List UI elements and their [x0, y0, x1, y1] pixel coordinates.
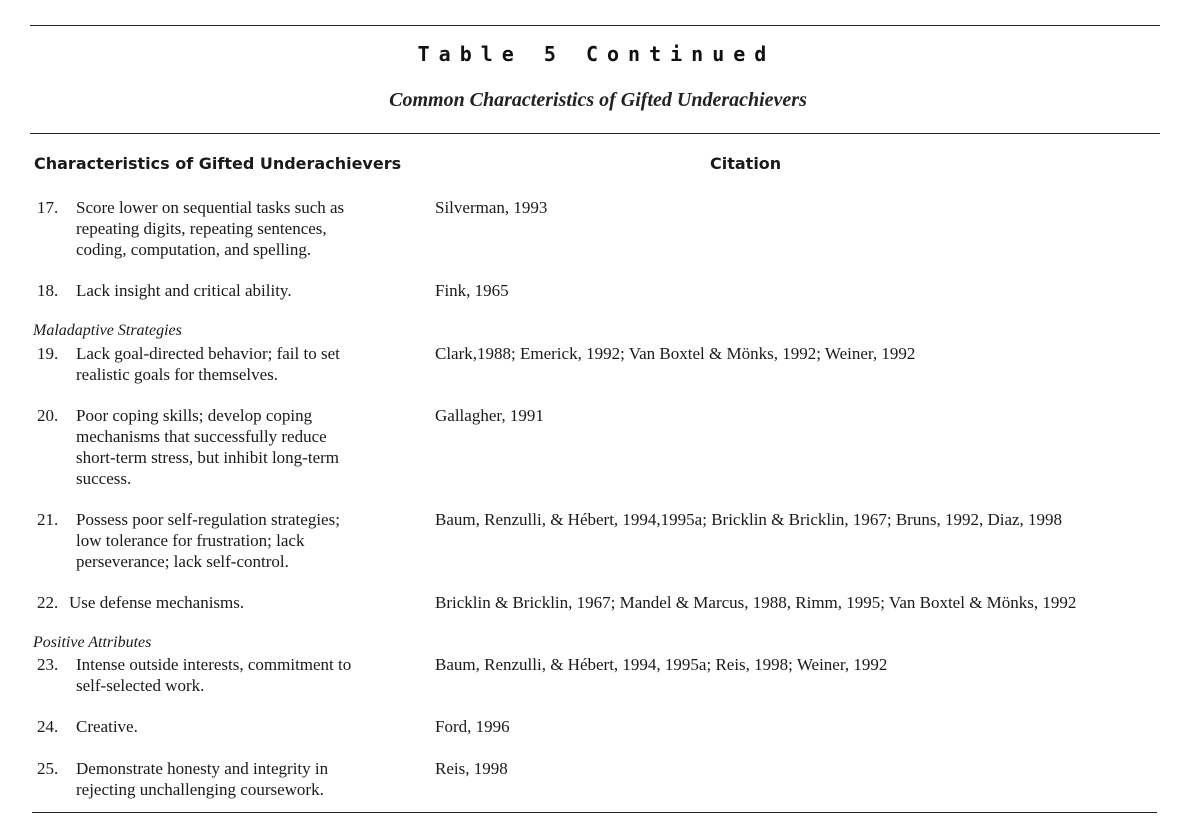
bottom-rule: [32, 812, 1157, 813]
row-citation: Fink, 1965: [435, 281, 509, 300]
row-characteristic: [76, 280, 416, 301]
section-heading-maladaptive: Maladaptive Strategies: [33, 322, 182, 339]
row-characteristic: [76, 405, 416, 489]
row-characteristic: [76, 343, 416, 385]
row-citation: Baum, Renzulli, & Hébert, 1994,1995a; Bricklin & Bricklin, 1967; Bruns, 1992, Diaz, 1998: [435, 510, 1063, 529]
row-number: 22.: [37, 593, 59, 612]
row-citation: Reis, 1998: [435, 759, 508, 778]
row-citation: Ford, 1996: [435, 717, 510, 736]
row-number: 17.: [37, 198, 59, 217]
column-header-citation: Citation: [710, 154, 782, 173]
row-text-line: Creative.: [76, 717, 138, 736]
row-text-line: rejecting unchallenging coursework.: [76, 780, 324, 799]
row-text-line: Poor coping skills; develop coping: [76, 406, 313, 425]
row-number: 19.: [37, 344, 59, 363]
row-text-line: perseverance; lack self-control.: [76, 552, 289, 571]
row-text-line: Intense outside interests, commitment to: [76, 655, 352, 674]
row-citation: Gallagher, 1991: [435, 406, 544, 425]
row-citation: Clark,1988; Emerick, 1992; Van Boxtel & Mönks, 1992; Weiner, 1992: [435, 344, 916, 363]
row-characteristic: [76, 509, 416, 572]
header-rule: [30, 133, 1160, 134]
row-text-line: Score lower on sequential tasks such as: [76, 198, 345, 217]
row-characteristic: [76, 654, 416, 696]
row-text-line: repeating digits, repeating sentences,: [76, 219, 327, 238]
row-text-line: success.: [76, 469, 132, 488]
row-citation: Bricklin & Bricklin, 1967; Mandel & Marcus, 1988, Rimm, 1995; Van Boxtel & Mönks, 1992: [435, 593, 1077, 612]
row-characteristic: [69, 592, 409, 613]
row-text-line: mechanisms that successfully reduce: [76, 427, 327, 446]
column-header-characteristics: Characteristics of Gifted Underachievers: [34, 154, 402, 173]
row-text-line: Demonstrate honesty and integrity in: [76, 759, 329, 778]
row-number: 18.: [37, 281, 59, 300]
row-text-line: low tolerance for frustration; lack: [76, 531, 305, 550]
row-text-line: realistic goals for themselves.: [76, 365, 279, 384]
row-text-line: Possess poor self-regulation strategies;: [76, 510, 340, 529]
row-number: 21.: [37, 510, 59, 529]
row-text-line: Lack insight and critical ability.: [76, 281, 292, 300]
row-characteristic: [76, 716, 416, 737]
row-text-line: self-selected work.: [76, 676, 205, 695]
row-characteristic: [76, 197, 416, 260]
row-characteristic: [76, 758, 416, 800]
row-text-line: Use defense mechanisms.: [69, 593, 245, 612]
row-citation: Baum, Renzulli, & Hébert, 1994, 1995a; Reis, 1998; Weiner, 1992: [435, 655, 888, 674]
row-number: 25.: [37, 759, 59, 778]
row-text-line: coding, computation, and spelling.: [76, 240, 312, 259]
table-subtitle: Common Characteristics of Gifted Underachievers: [389, 89, 807, 111]
row-number: 23.: [37, 655, 59, 674]
row-text-line: Lack goal-directed behavior; fail to set: [76, 344, 340, 363]
top-rule: [30, 25, 1160, 26]
row-citation: Silverman, 1993: [435, 198, 548, 217]
table-title: Table 5 Continued: [417, 42, 776, 66]
row-number: 24.: [37, 717, 59, 736]
row-number: 20.: [37, 406, 59, 425]
row-text-line: short-term stress, but inhibit long-term: [76, 448, 339, 467]
section-heading-positive: Positive Attributes: [33, 634, 152, 651]
